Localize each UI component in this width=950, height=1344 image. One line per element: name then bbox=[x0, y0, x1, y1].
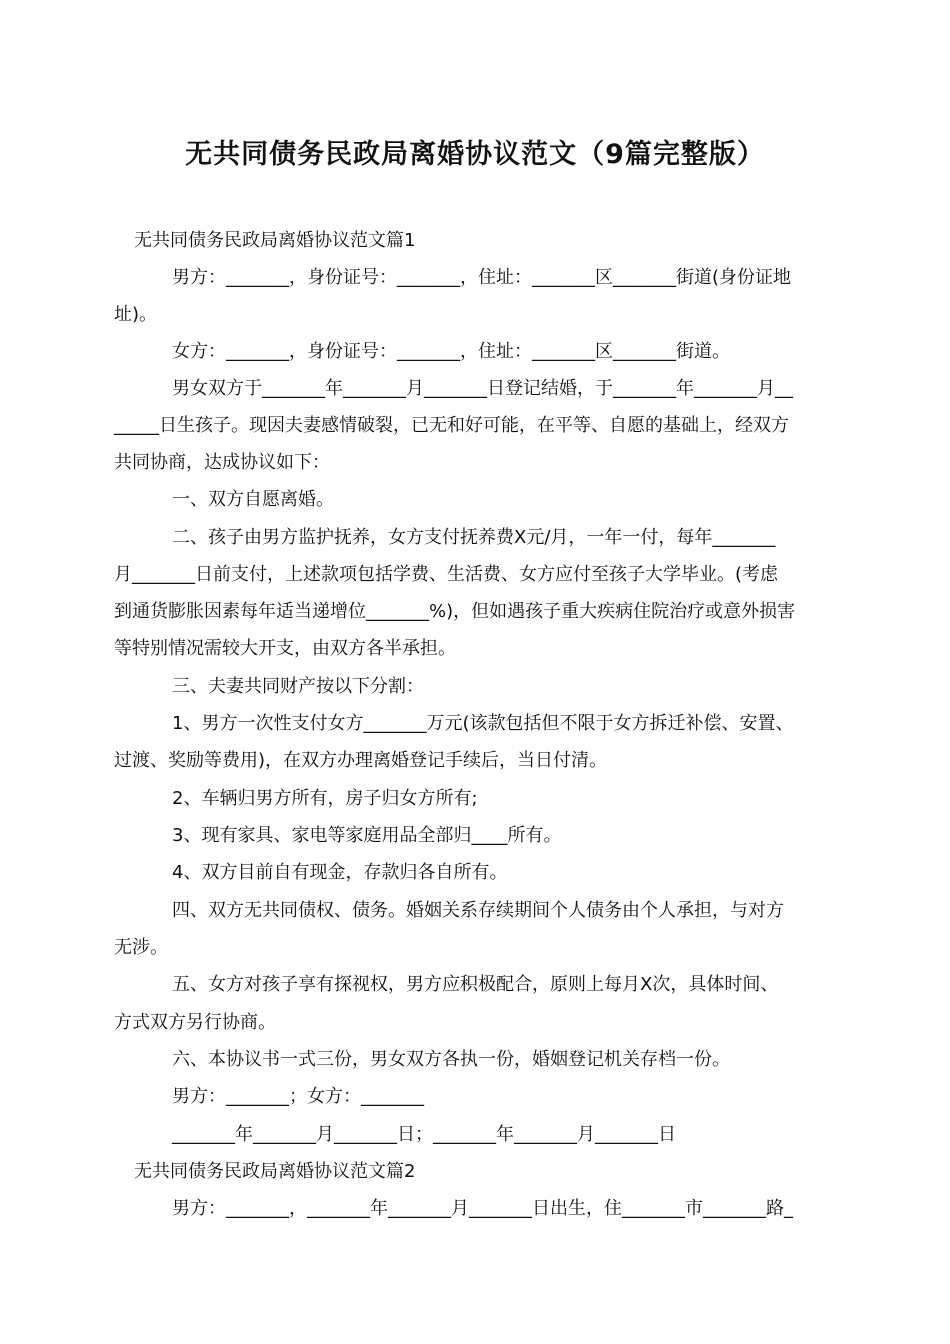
paragraph-line: 一、双方自愿离婚。 bbox=[172, 489, 334, 510]
paragraph-line: 址)。 bbox=[114, 304, 158, 325]
paragraph-line: 五、女方对孩子享有探视权，男方应积极配合，原则上每月X次，具体时间、 bbox=[172, 974, 779, 995]
paragraph-line: 2、车辆归男方所有，房子归女方所有; bbox=[172, 788, 478, 809]
paragraph-line: 女方：_______，身份证号：_______，住址：_______区_______街道。 bbox=[172, 341, 730, 362]
date-line: _______年_______月_______日；_______年_______月_______日 bbox=[172, 1124, 676, 1145]
section-heading-1: 无共同债务民政局离婚协议范文篇1 bbox=[134, 230, 416, 251]
section-heading-2: 无共同债务民政局离婚协议范文篇2 bbox=[134, 1161, 416, 1182]
paragraph-line: 无涉。 bbox=[114, 937, 168, 958]
paragraph-line: 二、孩子由男方监护抚养，女方支付抚养费X元/月，一年一付，每年_______ bbox=[172, 527, 776, 548]
paragraph-line: 月_______日前支付，上述款项包括学费、生活费、女方应付至孩子大学毕业。(考虑 bbox=[114, 564, 779, 585]
paragraph-line: 共同协商，达成协议如下： bbox=[114, 452, 330, 473]
paragraph-line: 到通货膨胀因素每年适当递增位_______%)，但如遇孩子重大疾病住院治疗或意外损害 bbox=[114, 601, 796, 622]
paragraph-line: 方式双方另行协商。 bbox=[114, 1012, 276, 1033]
paragraph-line: 六、本协议书一式三份，男女双方各执一份，婚姻登记机关存档一份。 bbox=[172, 1049, 730, 1070]
paragraph-line: 男女双方于_______年_______月_______日登记结婚，于_______年_______月__ bbox=[172, 378, 793, 399]
paragraph-line: 四、双方无共同债权、债务。婚姻关系存续期间个人债务由个人承担，与对方 bbox=[172, 900, 784, 921]
paragraph-line: 男方：_______，_______年_______月_______日出生，住_______市_______路_ bbox=[172, 1198, 793, 1219]
paragraph-line: 3、现有家具、家电等家庭用品全部归____所有。 bbox=[172, 825, 562, 846]
paragraph-line: 4、双方目前自有现金，存款归各自所有。 bbox=[172, 862, 508, 883]
paragraph-line: 三、夫妻共同财产按以下分割： bbox=[172, 676, 424, 697]
document-title: 无共同债务民政局离婚协议范文（9篇完整版） bbox=[185, 139, 765, 170]
paragraph-line: 过渡、奖励等费用)，在双方办理离婚登记手续后，当日付清。 bbox=[114, 750, 608, 771]
paragraph-line: 男方：_______，身份证号：_______，住址：_______区_______街道(身份证地 bbox=[172, 267, 792, 288]
paragraph-line: _____日生孩子。现因夫妻感情破裂，已无和好可能，在平等、自愿的基础上，经双方 bbox=[114, 415, 789, 436]
paragraph-line: 1、男方一次性支付女方_______万元(该款包括但不限于女方拆迁补偿、安置、 bbox=[172, 713, 794, 734]
paragraph-line: 等特别情况需较大开支，由双方各半承担。 bbox=[114, 638, 456, 659]
signature-line: 男方：_______；女方：_______ bbox=[172, 1086, 424, 1107]
